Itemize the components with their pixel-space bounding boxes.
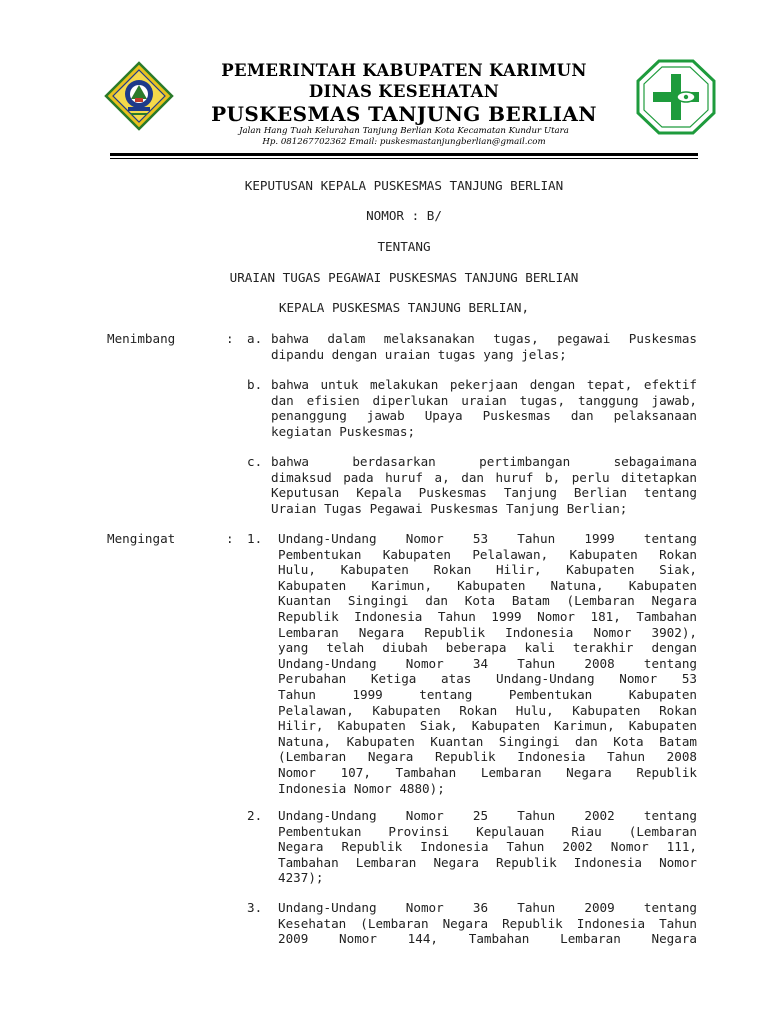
text-line: Negara Republik Indonesia Tahun 2002 Nomor 111, — [278, 839, 697, 855]
text-line: dimaksud pada huruf a, dan huruf b, perlu ditetapkan — [271, 469, 697, 485]
mengingat-item-1 — [278, 531, 697, 796]
text-line: Pembentukan Provinsi Kepulauan Riau (Lembaran — [278, 823, 697, 839]
menimbang-item-c — [271, 454, 697, 516]
puskesmas-logo-icon — [636, 59, 716, 135]
letterhead-department: DINAS KESEHATAN — [308, 82, 500, 101]
text-line: kegiatan Puskesmas; — [271, 423, 416, 439]
mengingat-marker-3: 3. — [247, 900, 263, 915]
text-line: penanggung jawab Upaya Puskesmas dan pelaksanaan — [271, 408, 697, 424]
text-line: bahwa untuk melakukan pekerjaan dengan tepat, efektif — [271, 377, 697, 392]
text-line: Undang-Undang Nomor 36 Tahun 2009 tentang — [278, 900, 697, 915]
text-line: Hulu, Kabupaten Rokan Hilir, Kabupaten Siak, — [278, 562, 697, 578]
text-line: dipandu dengan uraian tugas yang jelas; — [271, 346, 567, 362]
menimbang-marker-a: a. — [247, 331, 263, 346]
text-line: Lembaran Negara Republik Indonesia Nomor 3902), — [278, 624, 697, 640]
menimbang-label: Menimbang — [107, 331, 176, 346]
letterhead — [180, 60, 628, 148]
decree-about: TENTANG — [377, 239, 431, 254]
letterhead-divider-thin — [110, 158, 698, 159]
text-line: 4237); — [278, 870, 324, 886]
mengingat-marker-2: 2. — [247, 808, 263, 823]
text-line: Republik Indonesia Tahun 1999 Nomor 181, Tambahan — [278, 608, 697, 624]
text-line: Kesehatan (Lembaran Negara Republik Indonesia Tahun — [278, 915, 697, 931]
kabupaten-karimun-emblem-icon — [104, 61, 174, 131]
text-line: bahwa berdasarkan pertimbangan sebagaimana — [271, 454, 697, 469]
text-line: Hilir, Kabupaten Siak, Kabupaten Karimun, Kabupaten — [278, 718, 697, 734]
mengingat-marker-1: 1. — [247, 531, 263, 546]
text-line: Tambahan Lembaran Negara Republik Indonesia Nomor — [278, 854, 697, 870]
text-line: yang telah diubah beberapa kali terakhir dengan — [278, 640, 697, 656]
text-line: Kuantan Singingi dan Kota Batam (Lembaran Negara — [278, 593, 697, 609]
decree-title: KEPUTUSAN KEPALA PUSKESMAS TANJUNG BERLIAN — [244, 178, 564, 193]
text-line: Pelalawan, Kabupaten Rokan Hulu, Kabupaten Rokan — [278, 702, 697, 718]
mengingat-colon: : — [226, 531, 234, 546]
text-line: Undang-Undang Nomor 53 Tahun 1999 tentang — [278, 531, 697, 546]
mengingat-item-2 — [278, 808, 697, 886]
text-line: Keputusan Kepala Puskesmas Tanjung Berlian tentang — [271, 485, 697, 501]
menimbang-colon: : — [226, 331, 234, 346]
letterhead-address: Jalan Hang Tuah Kelurahan Tanjung Berlian Kota Kecamatan Kundur Utara — [239, 126, 569, 136]
text-line: Indonesia Nomor 4880); — [278, 780, 445, 796]
mengingat-label: Mengingat — [107, 531, 176, 546]
decree-subject: URAIAN TUGAS PEGAWAI PUSKESMAS TANJUNG BERLIAN — [229, 270, 579, 285]
text-line: Tahun 1999 tentang Pembentukan Kabupaten — [278, 686, 697, 702]
decree-issuer: KEPALA PUSKESMAS TANJUNG BERLIAN, — [278, 300, 530, 315]
text-line: dan efisien diperlukan uraian tugas, tanggung jawab, — [271, 392, 697, 408]
decree-number: NOMOR : B/ — [366, 208, 442, 223]
letterhead-divider-thick — [110, 153, 698, 156]
text-line: Undang-Undang Nomor 25 Tahun 2002 tentang — [278, 808, 697, 823]
text-line: Undang-Undang Nomor 34 Tahun 2008 tentang — [278, 655, 697, 671]
menimbang-item-b — [271, 377, 697, 439]
text-line: Nomor 107, Tambahan Lembaran Negara Republik — [278, 764, 697, 780]
letterhead-contact: Hp. 081267702362 Email: puskesmastanjungberlian@gmail.com — [262, 137, 546, 147]
mengingat-item-3 — [278, 900, 697, 947]
text-line: Natuna, Kabupaten Kuantan Singingi dan Kota Batam — [278, 733, 697, 749]
text-line: Perubahan Ketiga atas Undang-Undang Nomor 53 — [278, 671, 697, 687]
letterhead-institution: PUSKESMAS TANJUNG BERLIAN — [211, 102, 597, 126]
menimbang-marker-b: b. — [247, 377, 263, 392]
menimbang-item-a — [271, 331, 697, 362]
text-line: Pembentukan Kabupaten Pelalawan, Kabupaten Rokan — [278, 546, 697, 562]
text-line: Uraian Tugas Pegawai Puskesmas Tanjung Berlian; — [271, 500, 628, 516]
letterhead-government: PEMERINTAH KABUPATEN KARIMUN — [221, 61, 587, 80]
text-line: bahwa dalam melaksanakan tugas, pegawai Puskesmas — [271, 331, 697, 346]
text-line: 2009 Nomor 144, Tambahan Lembaran Negara — [278, 931, 697, 947]
text-line: (Lembaran Negara Republik Indonesia Tahun 2008 — [278, 749, 697, 765]
menimbang-marker-c: c. — [247, 454, 263, 469]
text-line: Kabupaten Karimun, Kabupaten Natuna, Kabupaten — [278, 577, 697, 593]
